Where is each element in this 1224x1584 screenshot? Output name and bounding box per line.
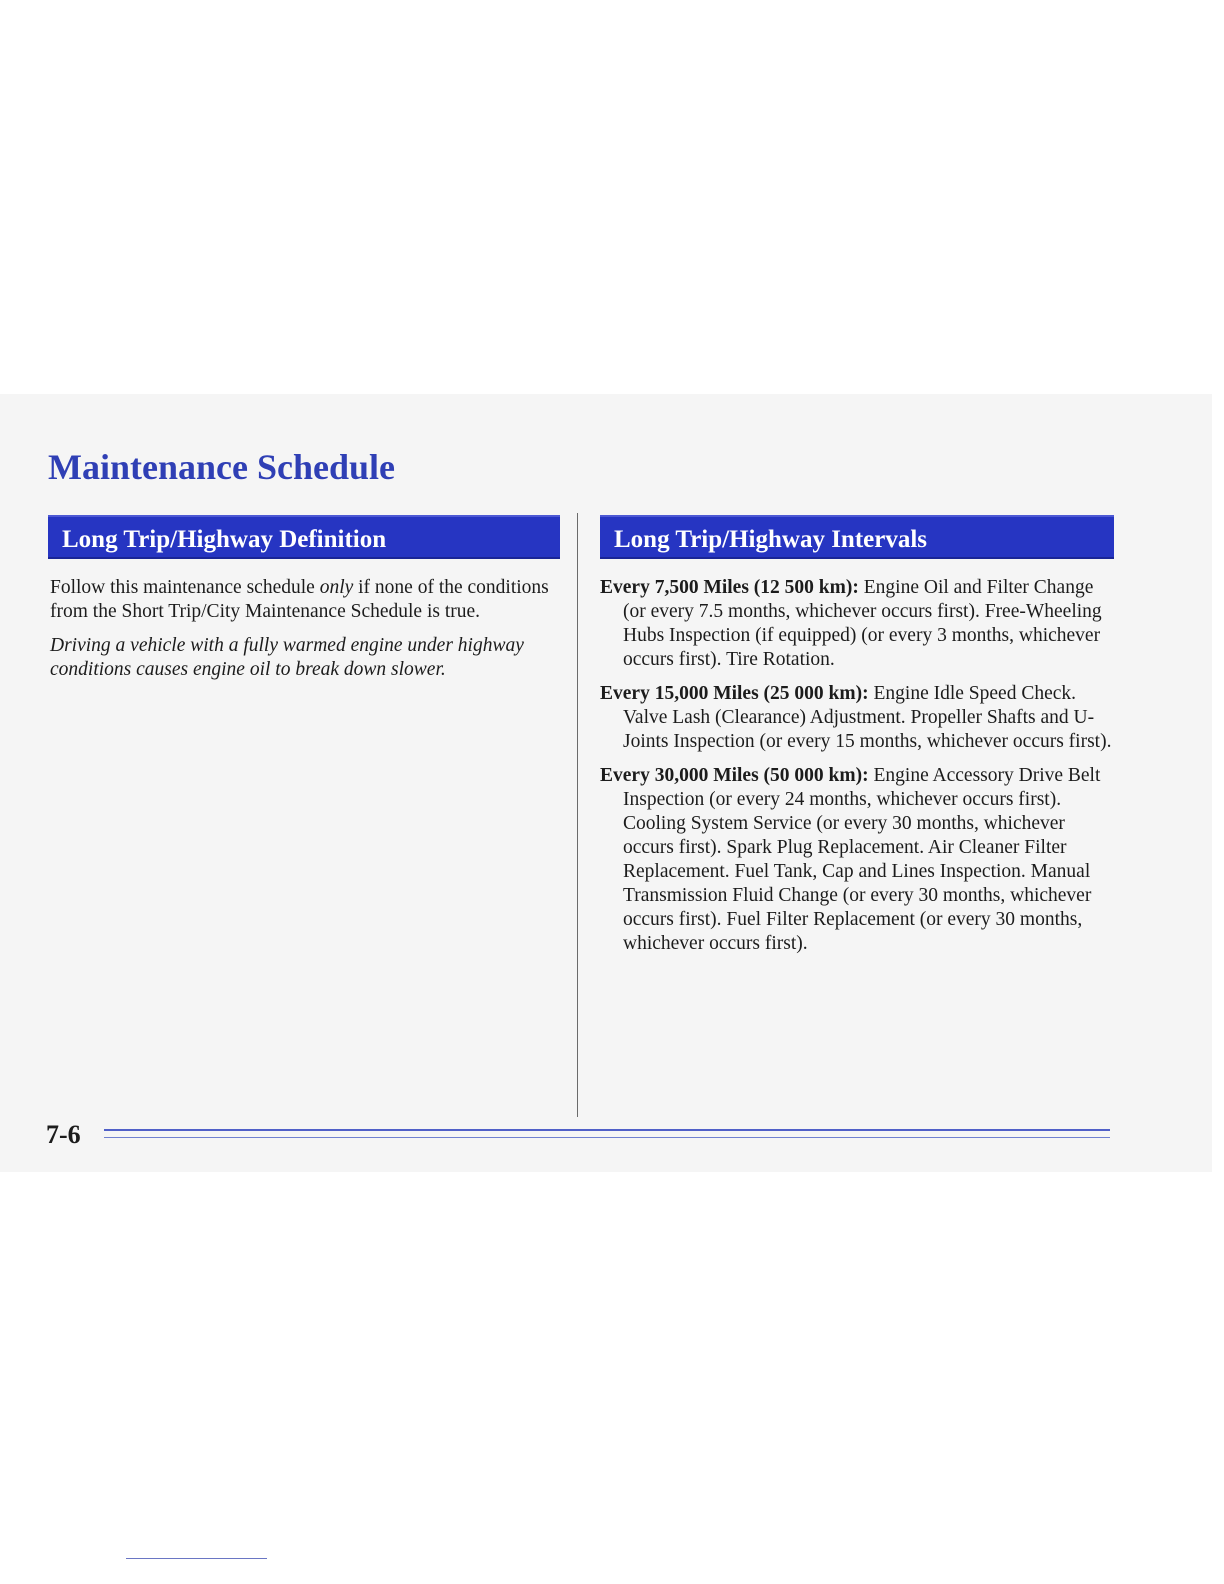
interval-30000 [600,764,1120,956]
definition-emphasis: only [319,577,354,598]
page-title: Maintenance Schedule [48,447,395,487]
interval-text: Engine Oil and Filter Change (or every 7.5 months, whichever occurs first). Free-Wheeling Hubs Inspection (if equipped) (or every 3 months, whichever occurs first). Tire Rotation. [623,577,1102,670]
interval-label: Every 7,500 Miles (12 500 km): [600,577,859,598]
page-number: 7-6 [46,1120,81,1149]
interval-label: Every 30,000 Miles (50 000 km): [600,765,869,786]
column-divider [577,513,578,1117]
interval-15000 [600,682,1120,754]
definition-paragraph [50,576,550,624]
stray-line [126,1558,267,1559]
definition-text-end: if none of the conditions from the Short Trip/City Maintenance Schedule is true. [50,577,549,622]
definition-note: Driving a vehicle with a fully warmed engine under highway conditions causes engine oil to break down slower. [50,635,524,680]
intervals-column [600,576,1120,966]
definition-header: Long Trip/Highway Definition [48,515,560,559]
footer-rule [104,1129,1110,1131]
interval-label: Every 15,000 Miles (25 000 km): [600,683,869,704]
interval-text: Engine Accessory Drive Belt Inspection (or every 24 months, whichever occurs first). Cooling System Service (or every 30 months, whichever occurs first). Spark Plug Replacement. Air Cleaner Filter Replacement. Fuel Tank, Cap and Lines Inspection. Manual Transmission Fluid Change (or every 30 months, whichever occurs first). Fuel Filter Replacement (or every 30 months, whichever occurs first). [623,765,1101,954]
definition-text-start: Follow this maintenance schedule [50,577,320,598]
intervals-header: Long Trip/Highway Intervals [600,515,1114,559]
definition-column [50,576,550,692]
interval-7500 [600,576,1120,672]
interval-text: Engine Idle Speed Check. Valve Lash (Clearance) Adjustment. Propeller Shafts and U-Joints Inspection (or every 15 months, whichever occurs first). [623,683,1112,752]
footer-rule-thin [104,1137,1110,1138]
